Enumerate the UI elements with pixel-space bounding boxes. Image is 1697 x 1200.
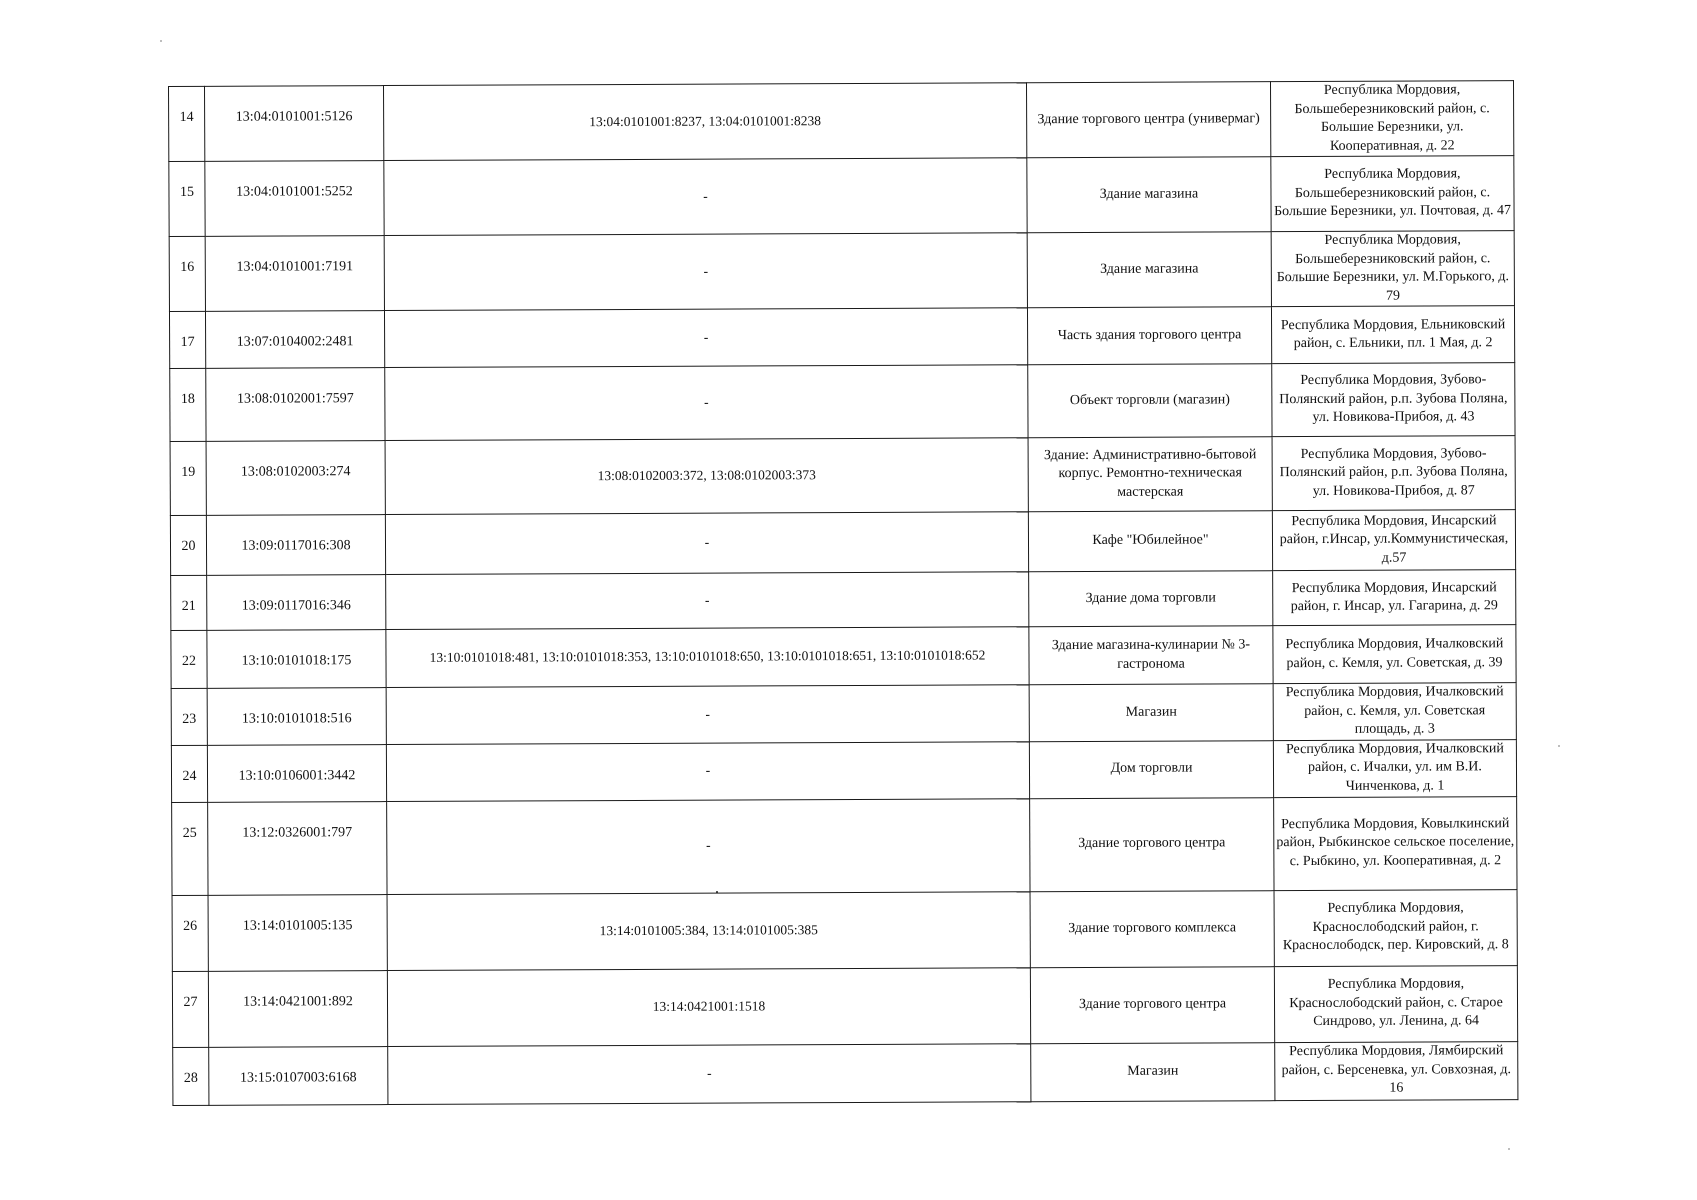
object-name: Здание магазина	[1027, 157, 1271, 233]
row-number: 23	[171, 688, 207, 745]
related-cadastral-numbers: -	[385, 365, 1028, 441]
object-name: Здание торгового комплекса	[1030, 890, 1274, 967]
table-row	[172, 965, 1517, 1047]
cadastral-number: 13:04:0101001:5252	[205, 161, 384, 237]
cadastral-number: 13:15:0107003:6168	[209, 1046, 388, 1105]
related-cadastral-numbers: 13:04:0101001:8237, 13:04:0101001:8238	[384, 83, 1027, 161]
object-name: Здание дома торговли	[1029, 571, 1273, 627]
row-number: 26	[172, 895, 208, 971]
scan-speck	[1558, 745, 1560, 747]
related-cadastral-numbers: 13:08:0102003:372, 13:08:0102003:373	[385, 438, 1028, 515]
table-row	[172, 889, 1517, 971]
scan-speck	[160, 40, 162, 42]
row-number: 21	[171, 575, 207, 630]
object-name: Дом торговли	[1029, 740, 1273, 798]
row-number: 17	[169, 311, 205, 368]
table-body	[169, 81, 1518, 1105]
related-cadastral-numbers: -	[386, 685, 1029, 744]
object-address: Республика Мордовия, Зубово-Полянский район, р.п. Зубова Поляна, ул. Новикова-Прибоя, д. 87	[1272, 436, 1515, 511]
related-cadastral-numbers: -	[388, 1043, 1031, 1104]
related-cadastral-numbers: -	[384, 233, 1027, 311]
object-address: Республика Мордовия, Инсарский район, г. Инсар, ул. Гагарина, д. 29	[1273, 570, 1516, 626]
cadastral-number: 13:12:0326001:797	[208, 801, 387, 895]
cadastral-number: 13:10:0101018:516	[207, 688, 386, 745]
object-name: Здание торгового центра	[1030, 797, 1274, 891]
row-number: 18	[170, 368, 206, 441]
table-row	[171, 570, 1516, 631]
table-row	[171, 625, 1516, 689]
cadastral-number: 13:07:0104002:2481	[205, 311, 384, 369]
object-address: Республика Мордовия, Большеберезниковский район, с. Большие Березники, ул. М.Горького, д. 79	[1271, 231, 1514, 307]
row-number: 19	[170, 441, 206, 515]
row-number: 16	[169, 236, 205, 311]
row-number: 20	[170, 515, 206, 575]
object-name: Здание: Административно-бытовой корпус. Ремонтно-техническая мастерская	[1028, 437, 1272, 512]
object-name: Здание магазина-кулинарии № 3-гастронома	[1029, 626, 1273, 685]
object-address: Республика Мордовия, Большеберезниковский район, с. Большие Березники, ул. Кооперативная, д. 22	[1270, 81, 1513, 157]
object-name: Здание торгового центра	[1030, 966, 1274, 1043]
related-cadastral-numbers: 13:14:0421001:1518	[387, 967, 1030, 1046]
object-address: Республика Мордовия, Лямбирский район, с. Берсеневка, ул. Совхозная, д. 16	[1275, 1041, 1518, 1100]
object-address: Республика Мордовия, Инсарский район, г.Инсар, ул.Коммунистическая, д.57	[1272, 510, 1515, 571]
table-row	[172, 796, 1517, 895]
related-cadastral-numbers: -	[385, 512, 1028, 575]
cadastral-number: 13:10:0101018:175	[207, 630, 386, 689]
object-name: Магазин	[1031, 1042, 1275, 1101]
object-address: Республика Мордовия, Краснослободский район, с. Старое Синдрово, ул. Ленина, д. 64	[1274, 965, 1517, 1042]
object-name: Объект торговли (магазин)	[1028, 364, 1272, 438]
row-number: 24	[171, 745, 207, 802]
cadastral-number: 13:14:0421001:892	[208, 970, 387, 1047]
related-cadastral-numbers: 13:10:0101018:481, 13:10:0101018:353, 13:10:0101018:650, 13:10:0101018:651, 13:10:0101018:652	[386, 627, 1029, 688]
table-row	[170, 510, 1515, 576]
row-number: 15	[169, 161, 205, 236]
related-cadastral-numbers: -	[384, 308, 1027, 368]
related-cadastral-numbers: -	[386, 741, 1029, 801]
related-cadastral-numbers: 13:14:0101005:384, 13:14:0101005:385	[387, 891, 1030, 970]
scan-speck	[716, 891, 718, 893]
row-number: 27	[172, 971, 208, 1047]
related-cadastral-numbers: -	[384, 158, 1027, 236]
object-name: Здание магазина	[1027, 232, 1271, 308]
cadastral-number: 13:04:0101001:7191	[205, 236, 384, 312]
table-row	[169, 306, 1514, 369]
object-address: Республика Мордовия, Большеберезниковский район, с. Большие Березники, ул. Почтовая, д. 47	[1271, 156, 1514, 232]
row-number: 22	[171, 630, 207, 688]
table-row	[171, 739, 1516, 802]
object-address: Республика Мордовия, Ичалковский район, с. Кемля, ул. Советская, д. 39	[1273, 625, 1516, 684]
table-row	[170, 436, 1515, 516]
row-number: 25	[172, 802, 208, 895]
table-row	[169, 81, 1514, 162]
object-address: Республика Мордовия, Ельниковский район, с. Ельники, пл. 1 Мая, д. 2	[1271, 306, 1514, 364]
cadastral-number: 13:09:0117016:308	[206, 515, 385, 576]
document-sheet	[168, 80, 1517, 1105]
row-number: 14	[169, 86, 205, 161]
object-name: Часть здания торгового центра	[1027, 307, 1271, 365]
row-number: 28	[173, 1047, 209, 1105]
object-name: Кафе "Юбилейное"	[1028, 511, 1272, 572]
table-row	[173, 1041, 1518, 1105]
related-cadastral-numbers: -	[386, 572, 1029, 630]
object-address: Республика Мордовия, Ичалковский район, с. Ичалки, ул. им В.И. Чинченкова, д. 1	[1273, 739, 1516, 797]
property-table	[168, 80, 1518, 1105]
object-address: Республика Мордовия, Ичалковский район, с. Кемля, ул. Советская площадь, д. 3	[1273, 683, 1516, 741]
object-address: Республика Мордовия, Краснослободский район, г. Краснослободск, пер. Кировский, д. 8	[1274, 889, 1517, 966]
object-name: Магазин	[1029, 684, 1273, 742]
cadastral-number: 13:08:0102001:7597	[206, 368, 385, 442]
object-address: Республика Мордовия, Ковылкинский район, Рыбкинское сельское поселение, с. Рыбкино, ул. Кооперативная, д. 2	[1274, 796, 1517, 890]
cadastral-number: 13:08:0102003:274	[206, 441, 385, 516]
table-row	[171, 683, 1516, 745]
scan-speck	[1508, 1148, 1510, 1150]
object-address: Республика Мордовия, Зубово-Полянский район, р.п. Зубова Поляна, ул. Новикова-Прибоя, д. 43	[1272, 363, 1515, 437]
table-row	[169, 156, 1514, 237]
table-row	[169, 231, 1514, 312]
cadastral-number: 13:10:0106001:3442	[207, 744, 386, 802]
table-row	[170, 363, 1515, 442]
object-name: Здание торгового центра (универмаг)	[1026, 82, 1270, 158]
cadastral-number: 13:09:0117016:346	[207, 575, 386, 631]
related-cadastral-numbers: -	[387, 798, 1030, 894]
cadastral-number: 13:04:0101001:5126	[205, 86, 384, 162]
cadastral-number: 13:14:0101005:135	[208, 894, 387, 971]
